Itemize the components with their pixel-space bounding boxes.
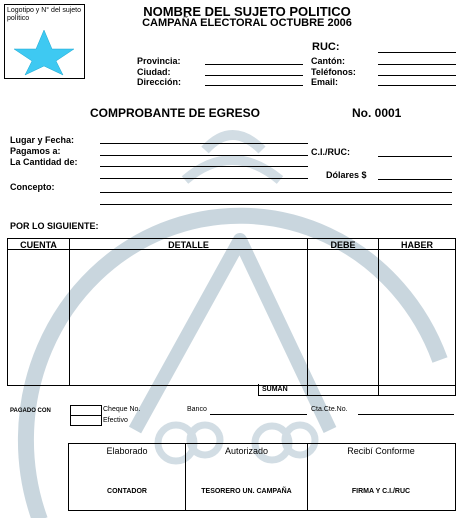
elaborado-label: Elaborado xyxy=(106,446,148,456)
suman-row xyxy=(258,384,456,396)
contador-label: CONTADOR xyxy=(107,488,147,495)
ciudad-label: Ciudad: xyxy=(137,67,171,77)
canton-line xyxy=(378,64,456,65)
table-col-divider xyxy=(69,238,70,385)
canton-label: Cantón: xyxy=(311,56,345,66)
suman-label: SUMAN xyxy=(262,386,288,393)
banco-label: Banco xyxy=(187,406,207,413)
telefonos-label: Teléfonos: xyxy=(311,67,356,77)
voucher-number: No. 0001 xyxy=(352,106,402,120)
party-name-title: NOMBRE DEL SUJETO POLITICO xyxy=(143,4,351,19)
cantidad-label: La Cantidad de: xyxy=(10,157,78,167)
efectivo-checkbox[interactable] xyxy=(70,415,102,426)
concepto-label: Concepto: xyxy=(10,182,55,192)
ciudad-line xyxy=(205,75,303,76)
col-header-detalle: DETALLE xyxy=(168,240,209,250)
table-col-divider xyxy=(378,238,379,385)
provincia-label: Provincia: xyxy=(137,56,181,66)
pagado-con-label: PAGADO CON xyxy=(10,408,51,414)
ci-ruc-label: C.I./RUC: xyxy=(311,147,350,157)
ruc-line xyxy=(378,52,456,53)
col-header-debe: DEBE xyxy=(330,240,356,250)
firma-label: FIRMA Y C.I./RUC xyxy=(351,488,411,495)
detail-table xyxy=(7,238,456,386)
recibi-conforme-label: Recibí Conforme xyxy=(347,446,415,456)
lugar-fecha-label: Lugar y Fecha: xyxy=(10,135,75,145)
cta-label: Cta.Cte.No. xyxy=(311,406,348,413)
direccion-line xyxy=(205,85,303,86)
ruc-label: RUC: xyxy=(312,41,340,53)
pagamos-a-line xyxy=(100,155,308,156)
logo-placeholder-text: Logotipo y N° del sujeto político xyxy=(7,7,82,22)
provincia-line xyxy=(205,64,303,65)
voucher-title: COMPROBANTE DE EGRESO xyxy=(90,106,261,120)
lugar-fecha-line xyxy=(100,143,308,144)
banco-line xyxy=(210,414,307,415)
pagamos-a-label: Pagamos a: xyxy=(10,146,61,156)
col-header-cuenta: CUENTA xyxy=(20,240,57,250)
efectivo-label: Efectivo xyxy=(103,417,128,424)
telefonos-line xyxy=(378,75,456,76)
dolares-line xyxy=(378,179,452,180)
concepto-line-2 xyxy=(100,204,452,205)
concepto-line-1 xyxy=(100,192,452,193)
table-col-divider xyxy=(307,238,308,385)
cheque-label: Cheque No. xyxy=(103,406,141,413)
suman-divider xyxy=(307,384,308,396)
ci-ruc-line xyxy=(378,156,452,157)
campaign-subtitle: CAMPAÑA ELECTORAL OCTUBRE 2006 xyxy=(142,17,352,29)
cantidad-line-2 xyxy=(100,178,308,179)
por-lo-siguiente-label: POR LO SIGUIENTE: xyxy=(10,221,99,231)
cantidad-line-1 xyxy=(100,166,308,167)
tesorero-label: TESORERO UN. CAMPAÑA xyxy=(201,488,292,495)
suman-divider xyxy=(378,384,379,396)
email-label: Email: xyxy=(311,77,339,87)
autorizado-label: Autorizado xyxy=(224,446,269,456)
star-icon xyxy=(8,28,80,76)
col-header-haber: HABER xyxy=(400,240,433,250)
email-line xyxy=(378,85,456,86)
direccion-label: Dirección: xyxy=(137,77,182,87)
cta-line xyxy=(358,414,454,415)
dolares-label: Dólares $ xyxy=(326,170,367,180)
